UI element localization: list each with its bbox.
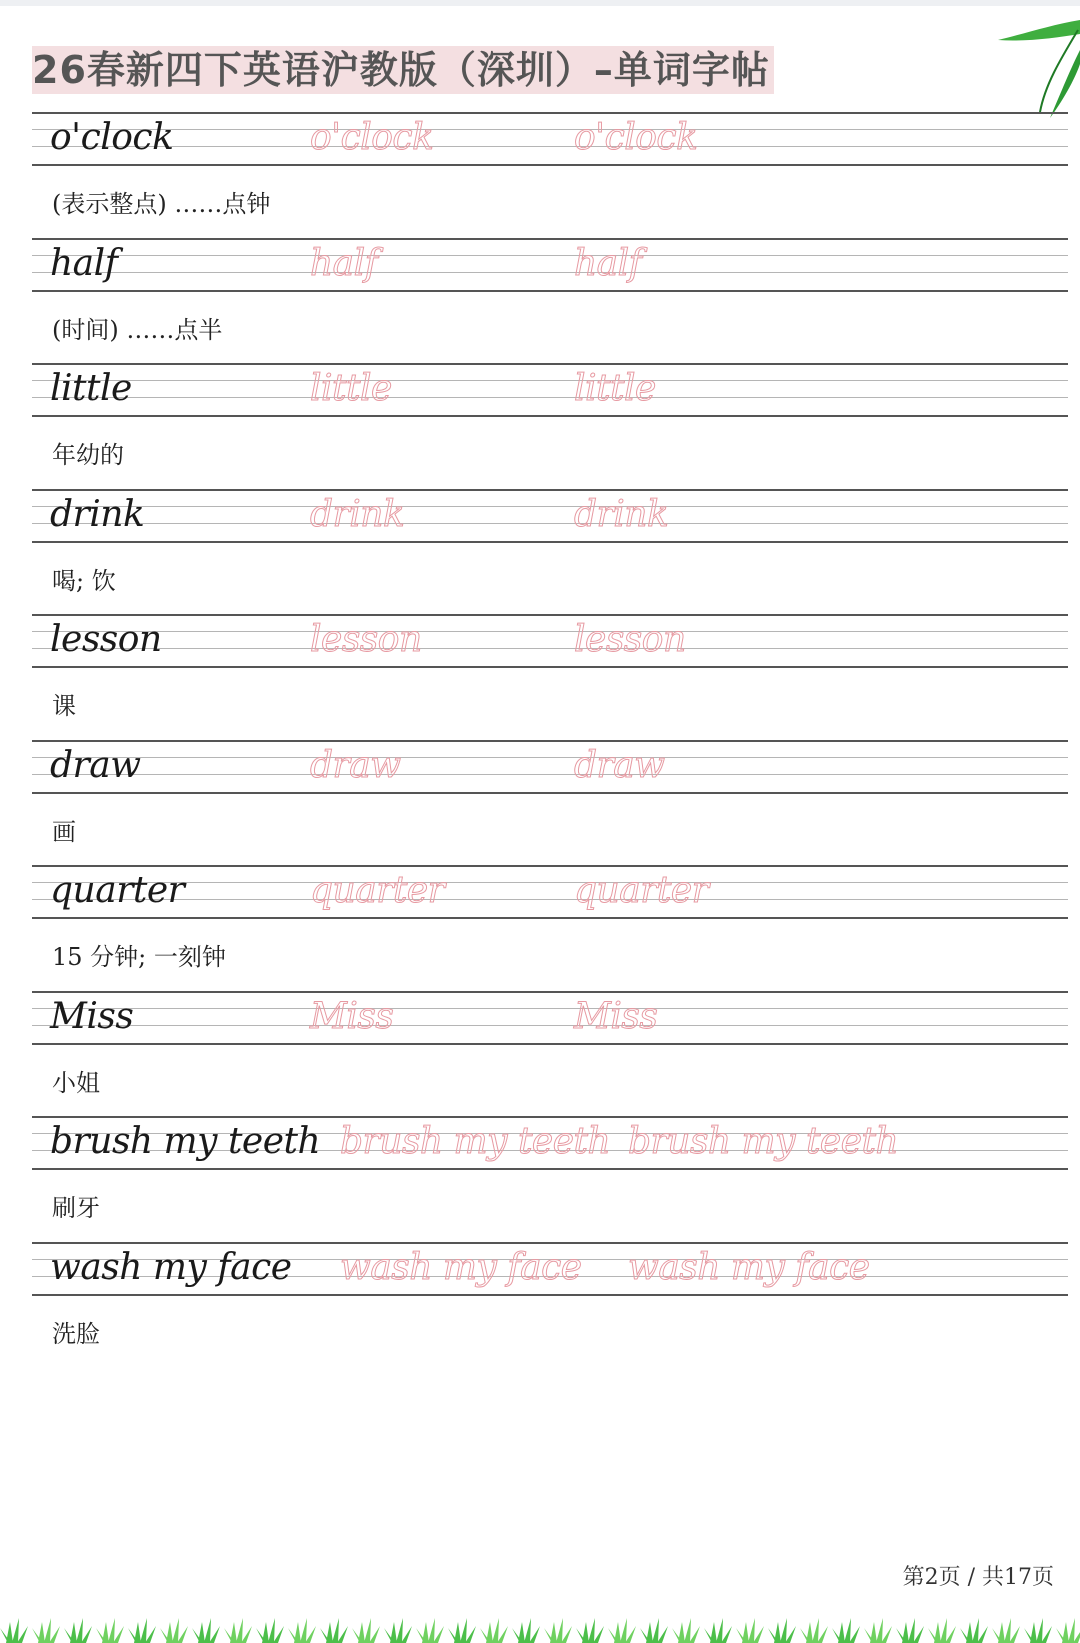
grass-tuft <box>480 1618 508 1643</box>
word-meaning: 洗脸 <box>52 1319 100 1348</box>
word-row <box>32 614 1068 740</box>
grass-tuft <box>576 1618 604 1643</box>
word-row <box>32 489 1068 615</box>
grass-tuft <box>640 1618 668 1643</box>
writing-lines <box>32 363 1068 417</box>
grass-tuft <box>960 1618 988 1643</box>
grass-tuft <box>224 1618 252 1643</box>
trace-word-2: draw <box>574 744 665 786</box>
word-text: lesson <box>50 619 162 660</box>
grass-tuft <box>512 1618 540 1643</box>
word-text: half <box>50 242 118 284</box>
trace-word-2: half <box>574 242 642 284</box>
grass-tuft <box>864 1618 892 1643</box>
grass-tuft <box>384 1618 412 1643</box>
word-text: wash my face <box>50 1246 292 1288</box>
grass-tuft <box>896 1618 924 1643</box>
top-bar <box>0 0 1080 6</box>
word-meaning: 小姐 <box>52 1068 100 1097</box>
grass-tuft <box>256 1618 284 1643</box>
grass-tuft <box>352 1618 380 1643</box>
word-row <box>32 865 1068 991</box>
grass-tuft <box>96 1618 124 1643</box>
grass-tuft <box>544 1618 572 1643</box>
word-text: brush my teeth <box>50 1121 321 1162</box>
writing-lines <box>32 489 1068 543</box>
word-row <box>32 112 1068 238</box>
grass-tuft <box>1024 1618 1052 1643</box>
trace-word-2: little <box>574 368 656 409</box>
trace-word-2: quarter <box>574 870 709 911</box>
writing-lines <box>32 238 1068 292</box>
grass-tuft <box>320 1618 348 1643</box>
trace-word-1: little <box>310 368 392 409</box>
word-text: little <box>50 368 132 409</box>
grass-tuft <box>672 1618 700 1643</box>
grass-tuft <box>128 1618 156 1643</box>
writing-lines <box>32 991 1068 1045</box>
trace-word-1: drink <box>310 493 405 535</box>
grass-tuft <box>832 1618 860 1643</box>
grass-tuft <box>160 1618 188 1643</box>
trace-word-1: o'clock <box>310 117 434 158</box>
word-text: quarter <box>50 870 185 911</box>
word-meaning: 画 <box>52 817 76 846</box>
grass-tuft <box>992 1618 1020 1643</box>
trace-word-2: o'clock <box>574 117 698 158</box>
word-meaning: 刷牙 <box>52 1194 100 1222</box>
trace-word-2: brush my teeth <box>628 1121 899 1162</box>
grass-tuft <box>64 1618 92 1643</box>
bamboo-leaf-icon <box>990 0 1080 120</box>
word-meaning: (时间) ……点半 <box>52 315 223 344</box>
grass-tuft <box>736 1618 764 1643</box>
grass-tuft <box>704 1618 732 1643</box>
page-title: 26春新四下英语沪教版（深圳）–单词字帖 <box>32 46 774 94</box>
grass-border-icon <box>0 1600 1080 1643</box>
word-meaning: 年幼的 <box>52 441 124 469</box>
word-row <box>32 1116 1068 1242</box>
trace-word-1: wash my face <box>340 1246 582 1288</box>
grass-tuft <box>192 1618 220 1643</box>
trace-word-1: Miss <box>310 995 394 1037</box>
grass-tuft <box>800 1618 828 1643</box>
word-meaning: 课 <box>52 692 76 720</box>
trace-word-1: lesson <box>310 619 422 660</box>
trace-word-1: brush my teeth <box>340 1121 611 1162</box>
trace-word-2: Miss <box>574 995 658 1037</box>
writing-lines <box>32 740 1068 794</box>
trace-word-1: draw <box>310 744 401 786</box>
trace-word-1: quarter <box>310 870 445 911</box>
trace-word-2: wash my face <box>628 1246 870 1288</box>
writing-lines <box>32 112 1068 166</box>
grass-tuft <box>288 1618 316 1643</box>
grass-tuft <box>0 1618 28 1643</box>
grass-tuft <box>416 1618 444 1643</box>
word-row <box>32 740 1068 866</box>
word-row <box>32 1242 1068 1368</box>
grass-tuft <box>928 1618 956 1643</box>
word-text: Miss <box>50 995 134 1037</box>
word-meaning: (表示整点) ……点钟 <box>52 190 271 218</box>
word-text: draw <box>50 744 141 786</box>
grass-tuft <box>32 1618 60 1643</box>
word-meaning: 喝; 饮 <box>52 566 116 595</box>
word-meaning: 15 分钟; 一刻钟 <box>52 943 226 971</box>
trace-word-2: lesson <box>574 619 686 660</box>
trace-word-1: half <box>310 242 378 284</box>
word-text: o'clock <box>50 117 174 158</box>
grass-tuft <box>768 1618 796 1643</box>
grass-tuft <box>1056 1618 1080 1643</box>
word-row <box>32 363 1068 489</box>
word-row <box>32 991 1068 1117</box>
page-number: 第2页 / 共17页 <box>902 1565 1054 1590</box>
grass-tuft <box>448 1618 476 1643</box>
trace-word-2: drink <box>574 493 669 535</box>
grass-tuft <box>608 1618 636 1643</box>
writing-lines <box>32 614 1068 668</box>
word-row <box>32 238 1068 364</box>
word-text: drink <box>50 493 145 535</box>
writing-lines <box>32 865 1068 919</box>
